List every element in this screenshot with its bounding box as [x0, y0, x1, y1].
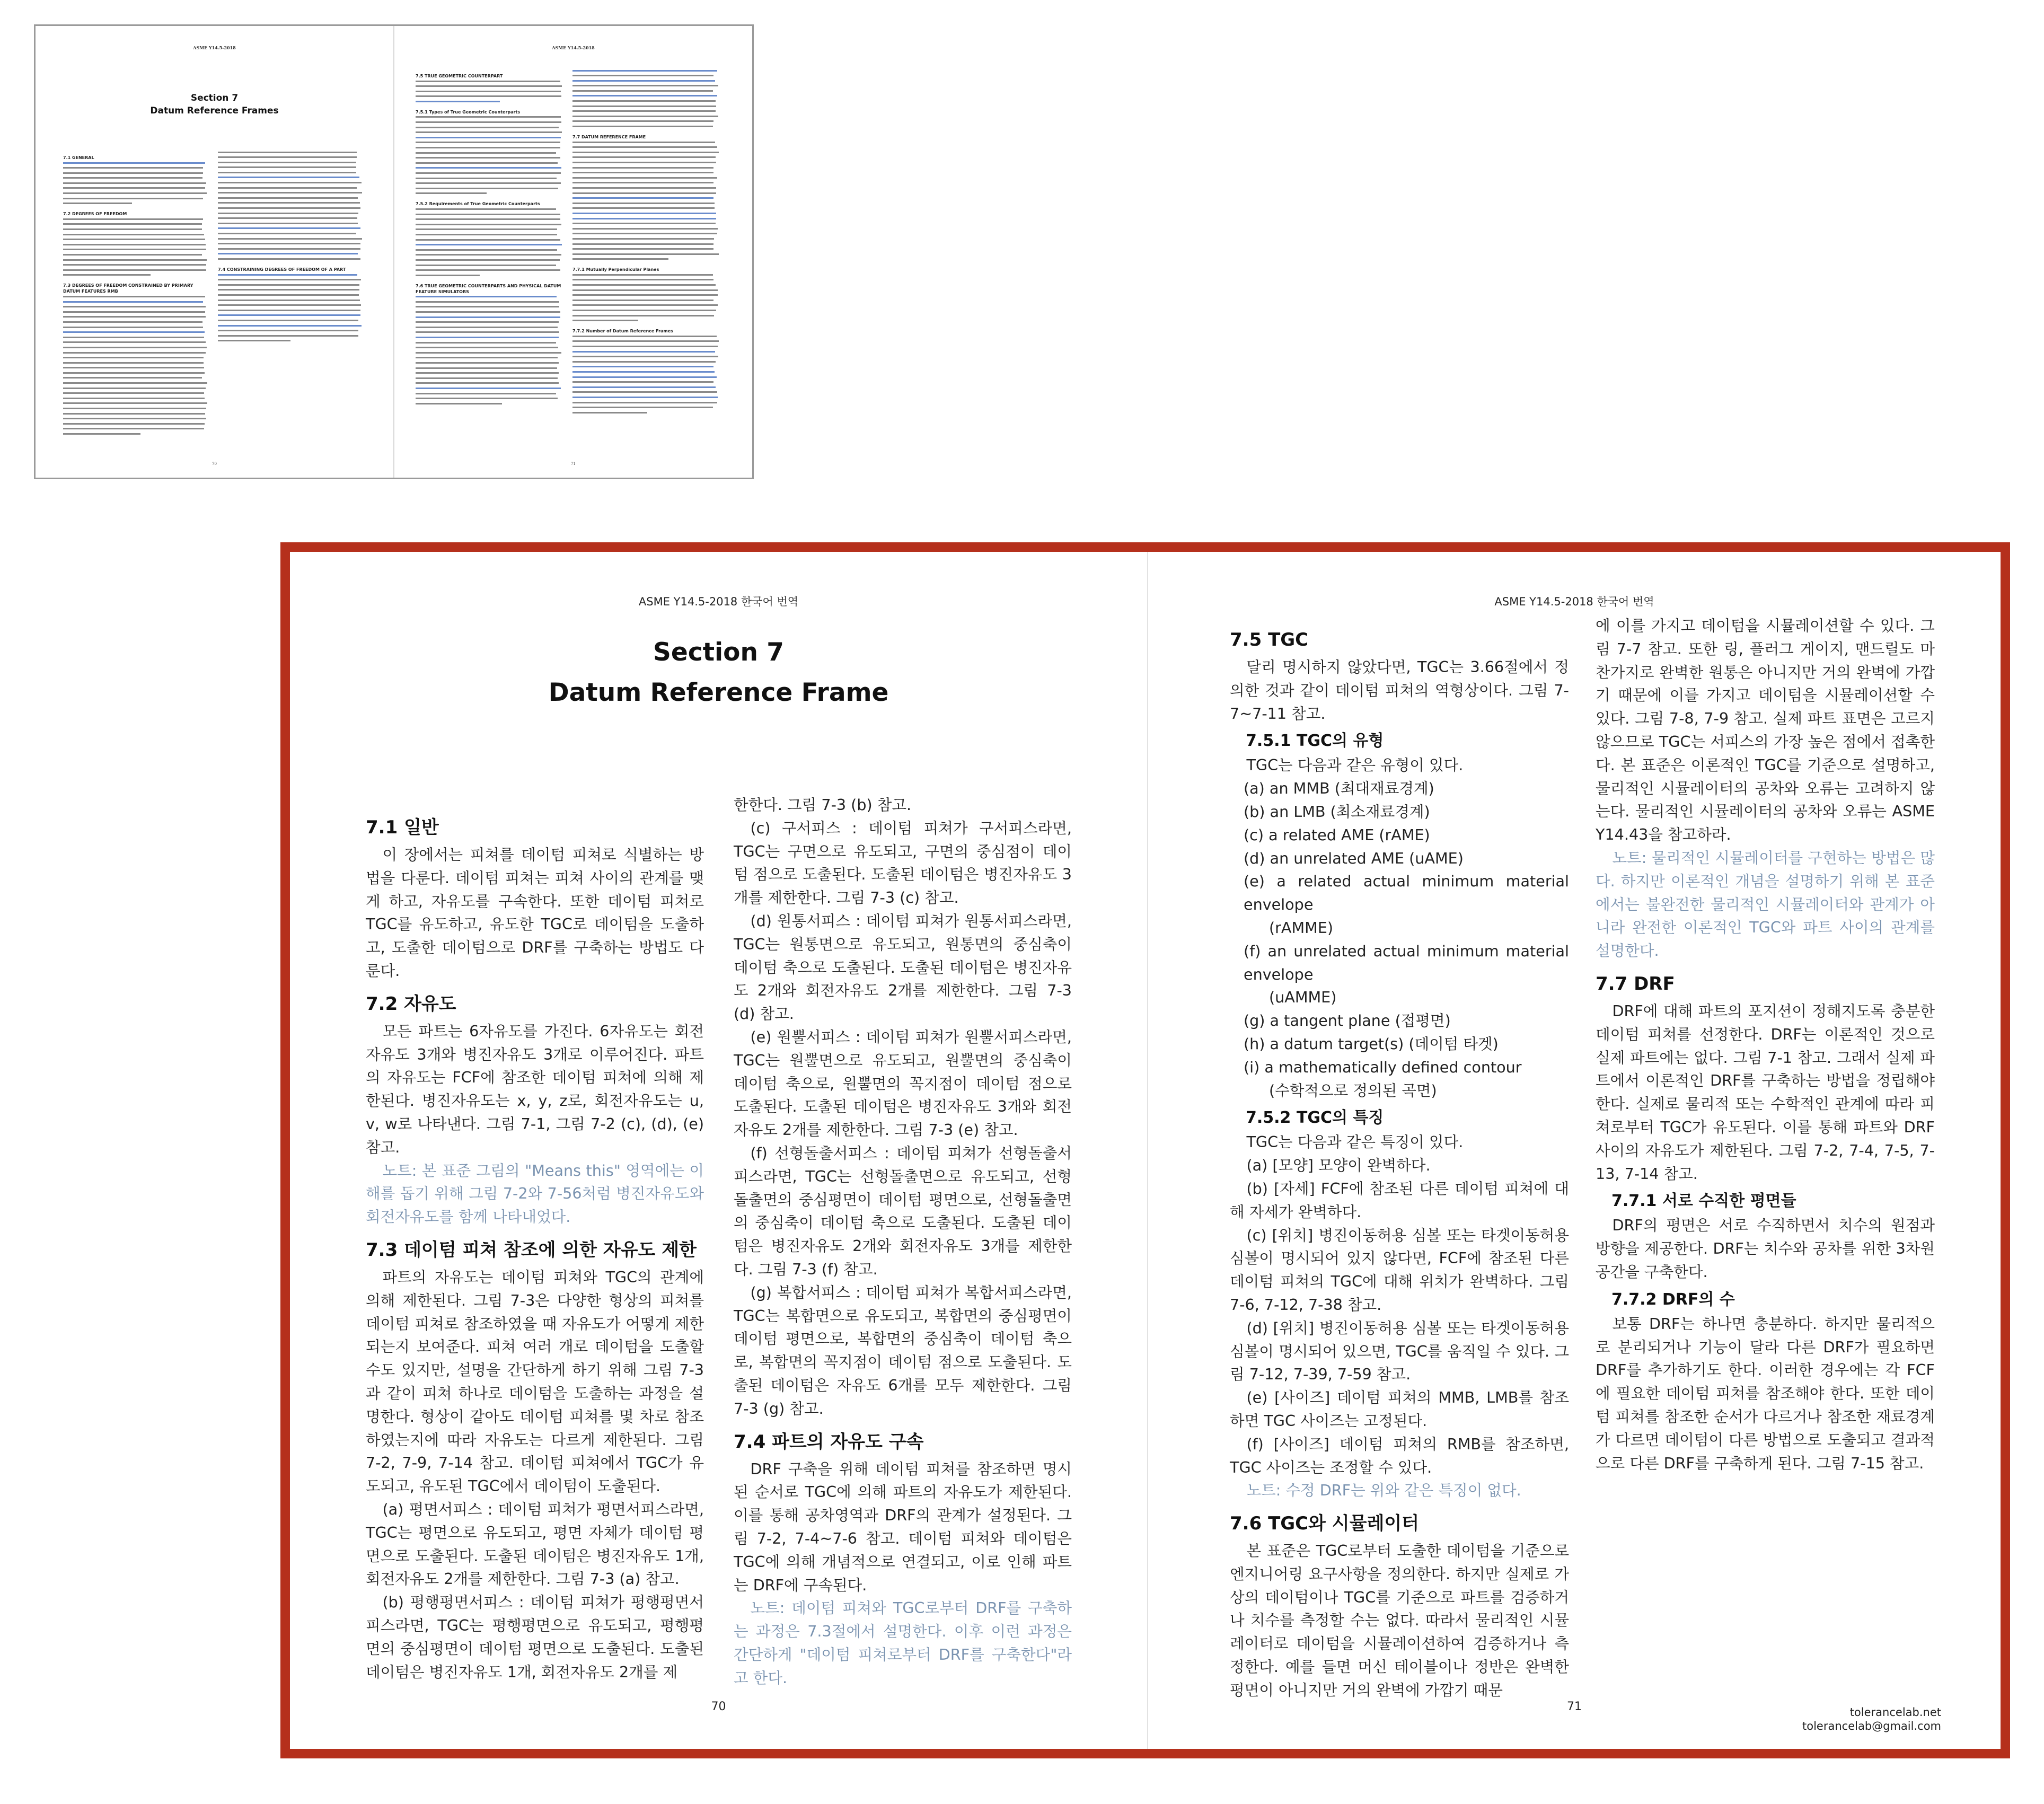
body-paragraph: 파트의 자유도는 데이텀 피쳐와 TGC의 관계에 의해 제한된다. 그림 7-3은 다양한 형상의 피쳐를 데이텀 피쳐로 참조하였을 때 자유도가 어떻게 제한되는지 보여준다. 피쳐 여러 개로 데이텀을 도출할 수도 있지만, 설명을 간단하게 하기 위해 그림 7-3과 같이 피쳐 하나로 데이텀을 도출하는 과정을 설명한다. 형상이 같아도 데이텀 피쳐를 몇 차로 참조하였는지에 따라 자유도는 다르게 제한된다. 그림 7-2, 7-9, 7-14 참고. 데이텀 피쳐에서 TGC가 유도되고, 유도된 TGC에서 데이텀이 도출된다. — [366, 1268, 704, 1495]
thumbnail-text-line — [416, 227, 562, 233]
note-paragraph: 노트: 수정 DRF는 위와 같은 특징이 없다. — [1246, 1481, 1521, 1500]
thumbnail-text-line — [218, 232, 362, 237]
thumbnail-heading: 7.3 DEGREES OF FREEDOM CONSTRAINED BY PRIMARY DATUM FEATURES RMB — [63, 283, 193, 294]
thumbnail-heading: 7.5.1 Types of True Geometric Counterparts — [416, 109, 521, 115]
thumbnail-text-line — [572, 313, 719, 319]
thumbnail-text-line — [572, 119, 719, 125]
thumbnail-text-line — [572, 191, 719, 196]
thumbnail-text-line — [63, 227, 207, 233]
thumbnail-text-line — [572, 272, 719, 278]
thumbnail-text-line — [63, 268, 207, 273]
thumbnail-text-line — [416, 94, 562, 100]
page-header: ASME Y14.5-2018 한국어 번역 — [638, 595, 799, 608]
thumbnail-text-line — [416, 401, 562, 407]
thumbnail-text-line — [416, 391, 562, 397]
thumbnail-text-line — [218, 339, 362, 344]
thumbnail-text-line — [416, 258, 562, 263]
thumbnail-right-col2 — [572, 68, 719, 416]
thumbnail-title — [36, 92, 393, 117]
thumbnail-text-line — [416, 346, 562, 351]
thumbnail-text-line — [572, 365, 719, 370]
thumbnail-text-line — [416, 130, 562, 136]
thumbnail-heading: 7.5 TRUE GEOMETRIC COUNTERPART — [416, 74, 503, 78]
continued-paragraph: 한한다. 그림 7-3 (b) 참고. — [734, 796, 912, 814]
thumbnail-text-line — [572, 201, 719, 206]
thumbnail-text-line — [572, 150, 719, 155]
left-page — [290, 552, 1147, 1749]
thumbnail-text-line — [218, 196, 362, 201]
thumbnail-text-line — [572, 355, 719, 360]
thumbnail-text-line — [63, 366, 207, 371]
thumbnail-text-line — [416, 336, 562, 341]
thumbnail-text-line — [416, 320, 562, 325]
thumbnail-text-line — [63, 320, 207, 325]
translated-spread — [280, 542, 2010, 1758]
thumbnail-text-line — [416, 146, 562, 151]
thumbnail-text-line — [572, 309, 719, 314]
thumbnail-text-line — [416, 263, 562, 268]
section-title-line2: Datum Reference Frame — [548, 678, 889, 707]
thumbnail-text-line — [416, 79, 562, 84]
thumbnail-text-line — [572, 334, 719, 339]
thumbnail-text-line — [572, 196, 719, 201]
section-heading: 7.2 자유도 — [366, 993, 456, 1015]
thumbnail-text-line — [416, 232, 562, 237]
thumbnail-text-line — [218, 211, 362, 216]
body-paragraph: (b) 평행평면서피스 : 데이텀 피쳐가 평행평면서피스라면, TGC는 평행평면으로 유도되고, 평행평면의 중심평면이 데이텀 평면으로 도출된다. 도출된 데이텀은 병진자유도 1개, 회전자유도 2개를 제 — [366, 1593, 704, 1681]
thumbnail-text-line — [572, 206, 719, 212]
thumbnail-text-line — [63, 315, 207, 320]
thumbnail-text-line — [572, 68, 719, 74]
thumbnail-text-line — [572, 406, 719, 411]
body-paragraph: (b) [자세] FCF에 참조된 다른 데이텀 피쳐에 대해 자세가 완벽하다. — [1230, 1179, 1569, 1221]
thumbnail-text-line — [572, 390, 719, 395]
thumbnail-text-line — [63, 376, 207, 381]
thumbnail-text-line — [63, 273, 207, 278]
thumbnail-text-line — [572, 283, 719, 288]
body-paragraph: (f) 선형돌출서피스 : 데이텀 피쳐가 선형돌출서피스라면, TGC는 선형돌출면으로 유도되고, 선형돌출면의 중심평면이 데이텀 평면으로, 선형돌출면의 중심축이 데이텀 축으로 도출된다. 도출된 데이텀은 병진자유도 2개와 회전자유도 3개를 제한한다. 그림 7-3 (f) 참고. — [734, 1143, 1072, 1278]
thumbnail-text-line — [572, 288, 719, 293]
thumbnail-text-line — [416, 84, 562, 90]
thumbnail-text-line — [63, 386, 207, 391]
thumbnail-text-line — [572, 99, 719, 104]
thumbnail-text-line — [416, 115, 562, 120]
thumbnail-text-line — [218, 201, 362, 206]
section-heading: 7.3 데이텀 피쳐 참조에 의한 자유도 제한 — [366, 1239, 697, 1261]
thumbnail-text-line — [572, 293, 719, 298]
thumbnail-text-line — [572, 232, 719, 237]
section-title — [290, 632, 1147, 713]
list-item: (e) a related actual minimum material envelope — [1244, 872, 1569, 914]
thumbnail-heading: 7.4 CONSTRAINING DEGREES OF FREEDOM OF A PART — [218, 267, 346, 272]
thumbnail-text-line — [63, 263, 207, 268]
thumbnail-text-line — [416, 253, 562, 258]
thumbnail-text-line — [572, 349, 719, 355]
thumbnail-text-line — [63, 242, 207, 248]
thumbnail-text-line — [218, 242, 362, 247]
thumbnail-text-line — [218, 293, 362, 298]
thumbnail-text-line — [63, 371, 207, 376]
thumbnail-text-line — [63, 407, 207, 412]
thumbnail-text-line — [218, 170, 362, 175]
thumbnail-text-line — [218, 303, 362, 309]
thumbnail-text-line — [416, 191, 562, 197]
thumbnail-text-line — [63, 305, 207, 310]
thumbnail-text-line — [63, 335, 207, 340]
thumbnail-text-line — [572, 125, 719, 130]
thumbnail-title-line1: Section 7 — [190, 93, 239, 103]
thumbnail-text-line — [63, 253, 207, 258]
thumbnail-text-line — [63, 345, 207, 350]
thumbnail-text-line — [416, 140, 562, 146]
thumbnail-left-col1 — [63, 150, 207, 437]
section-title-line1: Section 7 — [653, 638, 784, 667]
thumbnail-text-line — [416, 99, 562, 104]
thumbnail-text-line — [572, 145, 719, 151]
thumbnail-text-line — [416, 120, 562, 126]
left-page-column-1 — [366, 806, 704, 1684]
thumbnail-text-line — [416, 381, 562, 386]
list-item: (b) an LMB (최소재료경계) — [1244, 802, 1430, 821]
thumbnail-heading: 7.7.2 Number of Datum Reference Frames — [572, 329, 673, 334]
thumbnail-text-line — [572, 278, 719, 283]
thumbnail-text-line — [572, 94, 719, 99]
thumbnail-text-line — [416, 186, 562, 191]
thumbnail-text-line — [218, 298, 362, 303]
thumbnail-text-line — [63, 411, 207, 417]
thumbnail-text-line — [218, 236, 362, 242]
thumbnail-page-number-right: 71 — [571, 462, 576, 466]
thumbnail-text-line — [572, 380, 719, 385]
thumbnail-text-line — [63, 201, 207, 207]
thumbnail-text-line — [63, 217, 207, 222]
body-paragraph: (e) 원뿔서피스 : 데이텀 피쳐가 원뿔서피스라면, TGC는 원뿔면으로 유도되고, 원뿔면의 중심축이 데이텀 축으로, 원뿔면의 꼭지점이 데이텀 점으로 도출된다. 도출된 데이텀은 병진자유도 3개와 회전자유도 2개를 제한한다. 그림 7-3 (e) 참고. — [734, 1027, 1072, 1139]
page-number: 71 — [1567, 1700, 1582, 1713]
section-heading: 7.4 파트의 자유도 구속 — [734, 1431, 924, 1453]
site-email: tolerancelab@gmail.com — [1802, 1720, 1941, 1732]
thumbnail-text-line — [416, 248, 562, 253]
thumbnail-page-number-left: 70 — [212, 462, 217, 466]
site-footer — [1802, 1705, 1941, 1733]
thumbnail-text-line — [572, 247, 719, 252]
thumbnail-text-line — [63, 427, 207, 432]
thumbnail-text-line — [572, 345, 719, 350]
thumbnail-text-line — [218, 323, 362, 329]
thumbnail-text-line — [416, 156, 562, 161]
thumbnail-text-line — [218, 329, 362, 334]
body-paragraph: (a) [모양] 모양이 완벽하다. — [1246, 1156, 1431, 1175]
thumbnail-text-line — [416, 295, 562, 300]
thumbnail-text-line — [572, 303, 719, 309]
thumbnail-text-line — [63, 325, 207, 330]
thumbnail-text-line — [63, 294, 207, 300]
right-page-column-1 — [1230, 619, 1569, 1702]
subsection-heading: 7.5.1 TGC의 유형 — [1246, 732, 1384, 751]
thumbnail-text-line — [572, 78, 719, 84]
thumbnail-text-line — [416, 361, 562, 366]
thumbnail-text-line — [63, 248, 207, 253]
body-paragraph: 모든 파트는 6자유도를 가진다. 6자유도는 회전자유도 3개와 병진자유도 3개로 이루어진다. 파트의 자유도는 FCF에 참조한 데이텀 피쳐에 의해 제한된다. 병진자유도는 x, y, z로, 회전자유도는 u, v, w로 나타낸다. 그림 7-1, 그림 7-2 (c), (d), (e) 참고. — [366, 1022, 704, 1156]
thumbnail-text-line — [63, 340, 207, 346]
thumbnail-text-line — [416, 135, 562, 140]
thumbnail-text-line — [218, 160, 362, 165]
thumbnail-text-line — [218, 257, 362, 262]
thumbnail-text-line — [572, 114, 719, 119]
thumbnail-text-line — [218, 206, 362, 212]
list-item-continuation: (uAMME) — [1269, 988, 1337, 1007]
section-heading: 7.5 TGC — [1230, 629, 1309, 650]
thumbnail-text-line — [416, 330, 562, 336]
list-item: (c) a related AME (rAME) — [1244, 825, 1430, 844]
page-number: 70 — [711, 1700, 726, 1713]
thumbnail-text-line — [416, 161, 562, 166]
thumbnail-text-line — [63, 360, 207, 366]
thumbnail-text-line — [572, 400, 719, 406]
thumbnail-text-line — [63, 381, 207, 386]
thumbnail-text-line — [218, 288, 362, 293]
thumbnail-text-line — [63, 161, 207, 166]
thumbnail-text-line — [416, 366, 562, 371]
list-item: (f) an unrelated actual minimum material envelope — [1244, 941, 1569, 983]
thumbnail-text-line — [218, 333, 362, 339]
thumbnail-text-line — [416, 217, 562, 223]
thumbnail-text-line — [416, 356, 562, 361]
thumbnail-text-line — [416, 151, 562, 156]
thumbnail-text-line — [572, 236, 719, 242]
thumbnail-text-line — [416, 305, 562, 310]
body-paragraph: DRF 구축을 위해 데이텀 피쳐를 참조하면 명시된 순서로 TGC에 의해 파트의 자유도가 제한된다. 이를 통해 공차영역과 DRF의 관계가 설정된다. 그림 7-2, 7-4~7-6 참고. 데이텀 피쳐와 데이텀은 TGC에 의해 개념적으로 연결되고, 이로 인해 파트는 DRF에 구속된다. — [734, 1459, 1072, 1594]
thumbnail-text-line — [416, 181, 562, 187]
thumbnail-text-line — [63, 300, 207, 305]
thumbnail-text-line — [572, 175, 719, 181]
body-paragraph: (f) [사이즈] 데이텀 피쳐의 RMB를 참조하면, TGC 사이즈는 조정할 수 있다. — [1230, 1435, 1569, 1476]
site-url: tolerancelab.net — [1849, 1706, 1941, 1719]
thumbnail-text-line — [218, 181, 362, 186]
thumbnail-text-line — [572, 211, 719, 216]
thumbnail-text-line — [63, 186, 207, 191]
thumbnail-text-line — [416, 273, 562, 278]
list-item: (i) a mathematically defined contour — [1244, 1058, 1522, 1076]
thumbnail-text-line — [63, 166, 207, 171]
body-paragraph: DRF의 평면은 서로 수직하면서 치수의 원점과 방향을 제공한다. DRF는 치수와 공차를 위한 3차원 공간을 구축한다. — [1596, 1216, 1935, 1281]
thumbnail-text-line — [572, 109, 719, 115]
thumbnail-text-line — [572, 171, 719, 176]
thumbnail-text-line — [572, 385, 719, 390]
body-paragraph: 보통 DRF는 하나면 충분하다. 하지만 물리적으로 분리되거나 기능이 달라 다른 DRF가 필요하면 DRF를 추가하기도 한다. 이러한 경우에는 각 FCF에 필요한 데이텀 피쳐를 참조해야 한다. 또한 데이텀 피쳐를 참조한 순서가 다르거나 참조한 재료경계가 다르면 데이텀이 다른 방법으로 도출되고 결과적으로 다른 DRF를 구축하게 된다. 그림 7-15 참고. — [1596, 1314, 1935, 1472]
thumbnail-left-page — [36, 26, 393, 478]
thumbnail-text-line — [416, 243, 562, 248]
thumbnail-text-line — [572, 140, 719, 145]
thumbnail-heading: 7.2 DEGREES OF FREEDOM — [63, 212, 127, 217]
thumbnail-text-line — [63, 232, 207, 237]
thumbnail-text-line — [416, 315, 562, 320]
body-paragraph: 달리 명시하지 않았다면, TGC는 3.66절에서 정의한 것과 같이 데이텀 피쳐의 역형상이다. 그림 7-7~7-11 참고. — [1230, 658, 1569, 723]
thumbnail-text-line — [63, 396, 207, 401]
body-paragraph: (d) [위치] 병진이동허용 심볼 또는 타겟이동허용 심볼이 명시되어 있으면, TGC를 움직일 수 있다. 그림 7-12, 7-39, 7-59 참고. — [1230, 1318, 1569, 1384]
thumbnail-text-line — [416, 212, 562, 217]
thumbnail-text-line — [416, 166, 562, 171]
thumbnail-text-line — [218, 272, 362, 278]
thumbnail-text-line — [572, 410, 719, 416]
body-paragraph: 이 장에서는 피쳐를 데이텀 피쳐로 식별하는 방법을 다룬다. 데이텀 피쳐는 피쳐 사이의 관계를 맺게 하고, 자유도를 구속한다. 또한 데이텀 피쳐로 TGC를 유도하고, 유도한 TGC로 데이텀을 도출하고, 도출한 데이텀으로 DRF를 구축하는 방법도 다룬다. — [366, 846, 704, 980]
note-paragraph: 노트: 본 표준 그림의 "Means this" 영역에는 이해를 돕기 위해 그림 7-2와 7-56처럼 병진자유도와 회전자유도를 함께 나타내었다. — [366, 1161, 704, 1226]
thumbnail-text-line — [572, 84, 719, 89]
thumbnail-text-line — [572, 161, 719, 166]
thumbnail-text-line — [572, 74, 719, 79]
thumbnail-text-line — [218, 252, 362, 257]
thumbnail-text-line — [572, 242, 719, 247]
thumbnail-text-line — [572, 226, 719, 232]
thumbnail-heading: 7.1 GENERAL — [63, 155, 94, 160]
subsection-heading: 7.7.1 서로 수직한 평면들 — [1611, 1192, 1796, 1211]
section-heading: 7.6 TGC와 시뮬레이터 — [1230, 1513, 1420, 1535]
thumbnail-text-line — [416, 310, 562, 315]
thumbnail-text-line — [572, 252, 719, 257]
thumbnail-text-line — [218, 150, 362, 155]
thumbnail-heading: 7.5.2 Requirements of True Geometric Counterparts — [416, 201, 540, 207]
thumbnail-heading: 7.6 TRUE GEOMETRIC COUNTERPARTS AND PHYSICAL DATUM FEATURE SIMULATORS — [416, 283, 561, 294]
thumbnail-text-line — [416, 207, 562, 212]
thumbnail-text-line — [416, 237, 562, 243]
body-paragraph: (a) 평면서피스 : 데이텀 피쳐가 평면서피스라면, TGC는 평면으로 유도되고, 평면 자체가 데이텀 평면으로 도출된다. 도출된 데이텀은 병진자유도 1개, 회전자유도 2개를 제한한다. 그림 7-3 (a) 참고. — [366, 1500, 704, 1588]
thumbnail-text-line — [63, 432, 207, 437]
thumbnail-text-line — [416, 350, 562, 356]
list-item: (h) a datum target(s) (데이텀 타겟) — [1244, 1034, 1499, 1053]
body-paragraph: TGC는 다음과 같은 특징이 있다. — [1246, 1133, 1464, 1151]
thumbnail-text-line — [218, 165, 362, 171]
thumbnail-text-line — [218, 308, 362, 313]
thumbnail-text-line — [572, 165, 719, 171]
right-page-column-2 — [1596, 614, 1935, 1475]
thumbnail-right-page — [394, 26, 752, 478]
subsection-heading: 7.7.2 DRF의 수 — [1611, 1290, 1735, 1309]
thumbnail-text-line — [572, 216, 719, 222]
thumbnail-text-line — [416, 125, 562, 130]
thumbnail-left-col2 — [218, 150, 362, 344]
thumbnail-text-line — [218, 186, 362, 191]
thumbnail-header-right: ASME Y14.5-2018 — [552, 45, 595, 50]
thumbnail-text-line — [63, 391, 207, 397]
list-item: (g) a tangent plane (접평면) — [1244, 1011, 1451, 1030]
thumbnail-text-line — [218, 318, 362, 323]
thumbnail-right-col1 — [416, 68, 562, 407]
section-heading: 7.1 일반 — [366, 817, 439, 838]
thumbnail-text-line — [572, 186, 719, 191]
body-paragraph: 본 표준은 TGC로부터 도출한 데이텀을 기준으로 엔지니어링 요구사항을 정의한다. 하지만 실제로 가상의 데이텀이나 TGC를 기준으로 파트를 검증하거나 치수를 측정할 수는 없다. 따라서 물리적인 시뮬레이터로 데이텀을 시뮬레이션하여 검증하거나 측정한다. 예를 들면 머신 테이블이나 정반은 완벽한 평면이 아니지만 거의 완벽에 가깝기 때문 — [1230, 1542, 1569, 1699]
left-page-column-2 — [734, 794, 1072, 1689]
thumbnail-text-line — [416, 340, 562, 346]
list-item-continuation: (수학적으로 정의된 곡면) — [1269, 1081, 1437, 1099]
thumbnail-text-line — [572, 369, 719, 375]
thumbnail-text-line — [572, 155, 719, 161]
body-paragraph: (g) 복합서피스 : 데이텀 피쳐가 복합서피스라면, TGC는 복합면으로 유도되고, 복합면의 중심평면이 데이텀 평면으로, 복합면의 중심축이 데이텀 축으로, 복합면의 꼭지점이 데이텀 점으로 도출된다. 도출된 데이텀은 자유도 6개를 모두 제한한다. 그림 7-3 (g) 참고. — [734, 1283, 1072, 1418]
thumbnail-text-line — [218, 278, 362, 283]
thumbnail-text-line — [63, 417, 207, 422]
thumbnail-text-line — [63, 401, 207, 407]
body-paragraph: (c) 구서피스 : 데이텀 피쳐가 구서피스라면, TGC는 구면으로 유도되고, 구면의 중심점이 데이텀 점으로 도출된다. 도출된 데이텀은 병진자유도 3개를 제한한다. 그림 7-3 (c) 참고. — [734, 819, 1072, 907]
body-paragraph: DRF에 대해 파트의 포지션이 정해지도록 충분한 데이텀 피쳐를 선정한다. DRF는 이론적인 것으로 실제 파트에는 없다. 그림 7-1 참고. 그래서 실제 파트에서 이론적인 DRF를 구축하는 방법을 정립해야 한다. 실제로 물리적 또는 수학적인 관계에 따라 피쳐로부터 TGC가 유도된다. 이를 통해 파트와 DRF 사이의 자유도가 제한된다. 그림 7-2, 7-4, 7-5, 7-13, 7-14 참고. — [1596, 1001, 1935, 1183]
thumbnail-text-line — [416, 325, 562, 330]
thumbnail-text-line — [572, 375, 719, 380]
thumbnail-text-line — [218, 221, 362, 226]
thumbnail-text-line — [572, 181, 719, 186]
thumbnail-text-line — [218, 155, 362, 161]
thumbnail-text-line — [218, 283, 362, 288]
list-item: (d) an unrelated AME (uAME) — [1244, 849, 1464, 867]
thumbnail-text-line — [572, 89, 719, 94]
thumbnail-text-line — [572, 395, 719, 400]
thumbnail-text-line — [63, 421, 207, 427]
thumbnail-text-line — [63, 310, 207, 315]
thumbnail-text-line — [416, 300, 562, 305]
thumbnail-text-line — [218, 247, 362, 252]
body-paragraph: (d) 원통서피스 : 데이텀 피쳐가 원통서피스라면, TGC는 원통면으로 유도되고, 원통면의 중심축이 데이텀 축으로 도출된다. 도출된 데이텀은 병진자유도 2개와 회전자유도 2개를 제한한다. 그림 7-3 (d) 참고. — [734, 911, 1072, 1023]
thumbnail-text-line — [572, 222, 719, 227]
subsection-heading: 7.5.2 TGC의 특징 — [1246, 1108, 1384, 1128]
thumbnail-text-line — [63, 258, 207, 263]
list-item-continuation: (rAMME) — [1269, 918, 1334, 937]
thumbnail-text-line — [416, 386, 562, 391]
thumbnail-text-line — [572, 359, 719, 365]
thumbnail-title-line2: Datum Reference Frames — [150, 105, 279, 116]
right-page — [1148, 552, 2001, 1749]
thumbnail-text-line — [218, 313, 362, 319]
thumbnail-text-line — [63, 356, 207, 361]
thumbnail-text-line — [218, 191, 362, 196]
thumbnail-text-line — [63, 330, 207, 336]
thumbnail-text-line — [572, 257, 719, 262]
thumbnail-text-line — [416, 397, 562, 402]
continued-paragraph: 에 이를 가지고 데이텀을 시뮬레이션할 수 있다. 그림 7-7 참고. 또한 링, 플러그 게이지, 맨드릴도 마찬가지로 완벽한 원통은 아니지만 거의 완벽에 가깝기 때문에 이를 가지고 데이텀을 시뮬레이션할 수 있다. 그림 7-8, 7-9 참고. 실제 파트 표면은 고르지 않으므로 TGC는 서피스의 가장 높은 점에서 접촉한다. 본 표준은 이론적인 TGC를 기준으로 설명하고, 물리적인 시뮬레이터의 공차와 오류는 고려하지 않는다. 물리적인 시뮬레이터의 공차와 오류는 ASME Y14.43을 참고하라. — [1596, 617, 1935, 844]
page-header: ASME Y14.5-2018 한국어 번역 — [1494, 595, 1654, 608]
thumbnail-text-line — [416, 89, 562, 94]
thumbnail-text-line — [63, 181, 207, 186]
body-paragraph: (e) [사이즈] 데이텀 피쳐의 MMB, LMB를 참조하면 TGC 사이즈는 고정된다. — [1230, 1388, 1569, 1430]
thumbnail-heading: 7.7.1 Mutually Perpendicular Planes — [572, 267, 659, 272]
thumbnail-text-line — [416, 176, 562, 181]
list-item: (a) an MMB (최대재료경계) — [1244, 779, 1434, 798]
section-heading: 7.7 DRF — [1596, 973, 1675, 995]
thumbnail-text-line — [416, 222, 562, 227]
thumbnail-text-line — [572, 339, 719, 345]
thumbnail-text-line — [63, 237, 207, 243]
thumbnail-text-line — [63, 171, 207, 176]
thumbnail-heading: 7.7 DATUM REFERENCE FRAME — [572, 135, 646, 140]
thumbnail-text-line — [416, 268, 562, 274]
thumbnail-header-left: ASME Y14.5-2018 — [193, 45, 236, 50]
note-paragraph: 노트: 데이텀 피쳐와 TGC로부터 DRF를 구축하는 과정은 7.3절에서 설명한다. 이후 이런 과정은 간단하게 "데이텀 피쳐로부터 DRF를 구축한다"라고 한다. — [734, 1599, 1072, 1687]
thumbnail-text-line — [63, 350, 207, 356]
thumbnail-text-line — [572, 319, 719, 324]
note-paragraph: 노트: 물리적인 시뮬레이터를 구현하는 방법은 많다. 하지만 이론적인 개념을 설명하기 위해 본 표준에서는 불완전한 물리적인 시뮬레이터와 관계가 아니라 완전한 이론적인 TGC와 파트 사이의 관계를 설명한다. — [1596, 848, 1935, 960]
thumbnail-text-line — [416, 171, 562, 177]
thumbnail-text-line — [572, 104, 719, 109]
thumbnail-text-line — [63, 191, 207, 197]
body-paragraph: (c) [위치] 병진이동허용 심볼 또는 타겟이동허용 심볼이 명시되어 있지 않다면, FCF에 참조된 다른 데이텀 피쳐의 TGC에 대해 위치가 완벽하다. 그림 7-6, 7-12, 7-38 참고. — [1230, 1226, 1569, 1314]
body-paragraph: TGC는 다음과 같은 유형이 있다. — [1246, 756, 1464, 775]
thumbnail-text-line — [218, 226, 362, 232]
thumbnail-text-line — [416, 376, 562, 381]
thumbnail-text-line — [218, 175, 362, 181]
thumbnail-text-line — [416, 371, 562, 376]
thumbnail-text-line — [63, 176, 207, 181]
thumbnail-text-line — [218, 216, 362, 222]
original-spread-thumbnail — [34, 24, 754, 479]
thumbnail-text-line — [572, 298, 719, 303]
thumbnail-text-line — [63, 196, 207, 201]
thumbnail-text-line — [63, 222, 207, 227]
